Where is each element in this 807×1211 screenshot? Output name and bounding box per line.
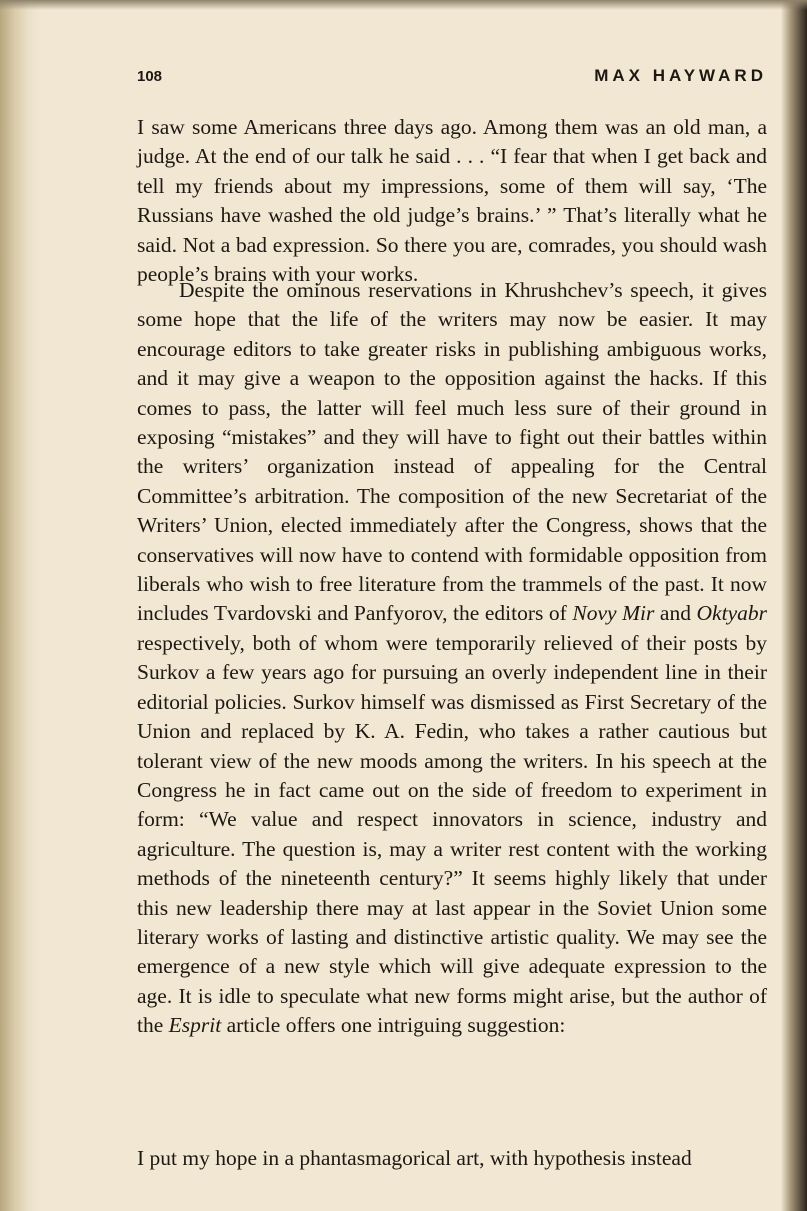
italic-title-oktyabr: Oktyabr — [696, 601, 767, 626]
paragraph-and: and — [654, 601, 697, 626]
main-paragraph — [137, 276, 767, 1041]
top-edge-shadow — [0, 0, 807, 10]
paragraph-text-3: article offers one intriguing suggestion: — [221, 1013, 566, 1038]
page-number: 108 — [137, 68, 163, 85]
page-edge-shadow — [781, 0, 807, 1211]
italic-title-esprit: Esprit — [168, 1013, 222, 1038]
page-header — [137, 64, 767, 88]
running-head: MAX HAYWARD — [594, 66, 767, 85]
paragraph-text-1: Despite the ominous reservations in Khrushchev’s speech, it gives some hope that the life of the writers may now be easier. It may encourage editors to take greater risks in publishing ambiguous works, and it may give a weapon to the opposition against the hacks. If this comes to pass, the latter will feel much less sure of their ground in exposing “mistakes” and they will have to fight out their battles within the writers’ organization instead of appealing for the Central Committee’s arbitration. The composition of the new Secretariat of the Writers’ Union, elected immediately after the Congress, shows that the conservatives will now have to contend with formidable opposition from liberals who wish to free literature from the trammels of the past. It now includes Tvardovski and Panfyorov, the editors of — [137, 278, 767, 626]
block-quote-phantasmagorical: I put my hope in a phantasmagorical art, with hypothesis instead — [137, 1146, 692, 1170]
italic-title-novy-mir: Novy Mir — [572, 601, 655, 626]
page-gutter-shadow — [0, 0, 40, 1211]
paragraph-text-2: respectively, both of whom were temporarily relieved of their posts by Surkov a few years ago for pursuing an overly independent line in their editorial policies. Surkov himself was dismissed as First Secretary of the Union and replaced by K. A. Fedin, who takes a rather cautious but tolerant view of the new moods among the writers. In his speech at the Congress he in fact came out on the side of freedom to experiment in form: “We value and respect innovators in science, industry and agriculture. The question is, may a writer rest content with the working methods of the nineteenth century?” It seems highly likely that under this new leadership there may at last appear in the Soviet Union some literary works of lasting and distinctive artistic quality. We may see the emergence of a new style which will give adequate expression to the age. It is idle to speculate what new forms might arise, but the author of the — [137, 630, 767, 1038]
block-quote-americans: I saw some Americans three days ago. Among them was an old man, a judge. At the end of our talk he said . . . “I fear that when I get back and tell my friends about my impressions, some of them will say, ‘The Russians have washed the old judge’s brains.’ ” That’s literally what he said. Not a bad expression. So there you are, comrades, you should wash people’s brains with your works. — [137, 115, 767, 287]
